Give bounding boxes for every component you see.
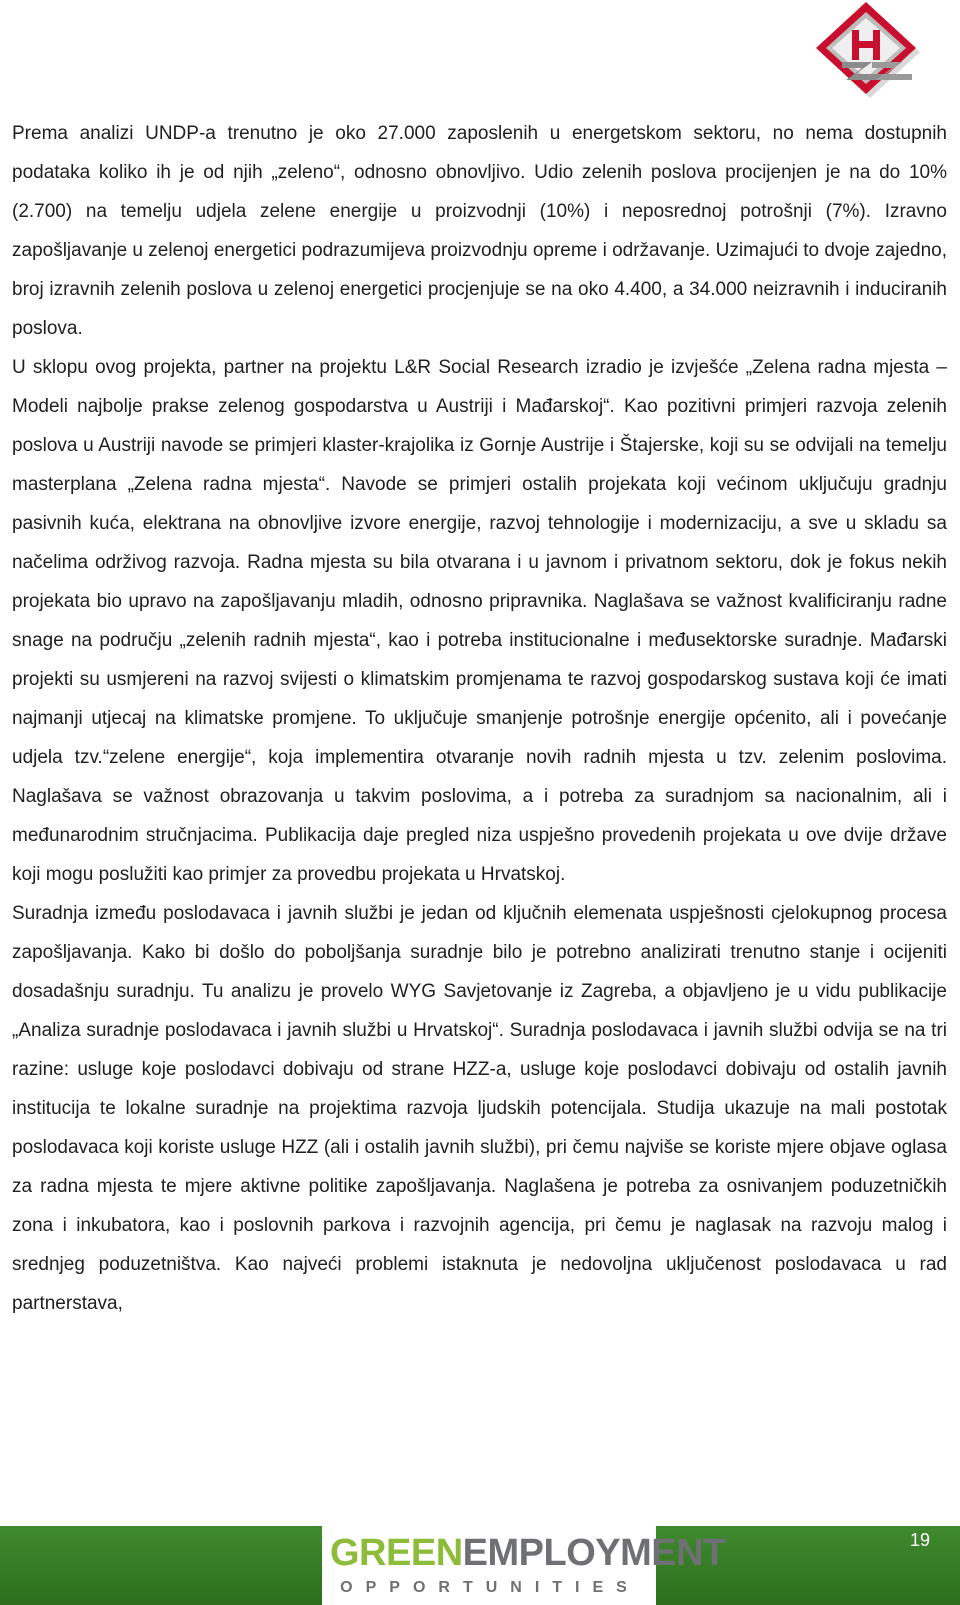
page-number: 19 [909,1530,930,1550]
brand-word-green: GREEN [330,1532,463,1574]
paragraph: U sklopu ovog projekta, partner na projektu L&R Social Research izradio je izvješće „Zelena radna mjesta – Modeli najbolje prakse zelenog gospodarstva u Austriji i Mađarskoj“. Kao pozitivni primjeri razvoja zelenih poslova u Austriji navode se primjeri klaster-krajolika iz Gornje Austrije i Štajerske, koji su se odvijali na temelju masterplana „Zelena radna mjesta“. Navode se primjeri ostalih projekata koji većinom uključuju gradnju pasivnih kuća, elektrana na obnovljive izvore energije, razvoj tehnologije i modernizaciju, a sve u skladu sa načelima održivog razvoja. Radna mjesta su bila otvarana i u javnom i privatnom sektoru, dok je fokus nekih projekata bio upravo na zapošljavanju mladih, odnosno pripravnika. Naglašava se važnost kvalificiranju radne snage na području „zelenih radnih mjesta“, kao i potreba institucionalne i međusektorske suradnje. Mađarski projekti su usmjereni na razvoj svijesti o klimatskim promjenama te razvoj gospodarskog sustava koji će imati najmanji utjecaj na klimatske promjene. To uključuje smanjenje potrošnje energije općenito, ali i povećanje udjela tzv.“zelene energije“, koja implementira otvaranje novih radnih mjesta u tzv. zelenim poslovima. Naglašava se važnost obrazovanja u takvim poslovima, a i potreba za suradnjom sa nacionalnim, ali i međunarodnim stručnjacima. Publikacija daje pregled niza uspješno provedenih projekata u ove dvije države koji mogu poslužiti kao primjer za provedbu projekata u Hrvatskoj. [12,357,947,885]
document-body [12,114,947,1323]
brand-logo-text [330,1531,726,1575]
hzz-logo-icon [812,0,946,108]
brand-subtitle: OPPORTUNITIES [340,1579,640,1596]
paragraph: Prema analizi UNDP-a trenutno je oko 27.000 zaposlenih u energetskom sektoru, no nema dostupnih podataka koliko ih je od njih „zeleno“, odnosno obnovljivo. Udio zelenih poslova procijenjen je na do 10% (2.700) na temelju udjela zelene energije u proizvodnji (10%) i neposrednoj potrošnji (7%). Izravno zapošljavanje u zelenoj energetici podrazumijeva proizvodnju opreme i održavanje. Uzimajući to dvoje zajedno, broj izravnih zelenih poslova u zelenoj energetici procjenjuje se na oko 4.400, a 34.000 neizravnih i induciranih poslova. [12,123,947,339]
brand-word-employment: EMPLOYMENT [462,1532,726,1574]
hzz-logo [812,0,946,108]
paragraph: Suradnja između poslodavaca i javnih službi je jedan od ključnih elemenata uspješnosti cjelokupnog procesa zapošljavanja. Kako bi došlo do poboljšanja suradnje bilo je potrebno analizirati trenutno stanje i ocijeniti dosadašnju suradnju. Tu analizu je provelo WYG Savjetovanje iz Zagreba, a objavljeno je u vidu publikacije „Analiza suradnje poslodavaca i javnih službi u Hrvatskoj“. Suradnja poslodavaca i javnih službi odvija se na tri razine: usluge koje poslodavci dobivaju od strane HZZ-a, usluge koje poslodavci dobivaju od ostalih javnih institucija te lokalne suradnje na projektima razvoja ljudskih potencijala. Studija ukazuje na mali postotak poslodavaca koji koriste usluge HZZ (ali i ostalih javnih službi), pri čemu najviše se koriste mjere objave oglasa za radna mjesta te mjere aktivne politike zapošljavanja. Naglašena je potreba za osnivanjem poduzetničkih zona i inkubatora, kao i poslovnih parkova i razvojnih agencija, pri čemu je naglasak na razvoju malog i srednjeg poduzetništva. Kao najveći problemi istaknuta je nedovoljna uključenost poslodavaca u rad partnerstava, [12,903,947,1314]
